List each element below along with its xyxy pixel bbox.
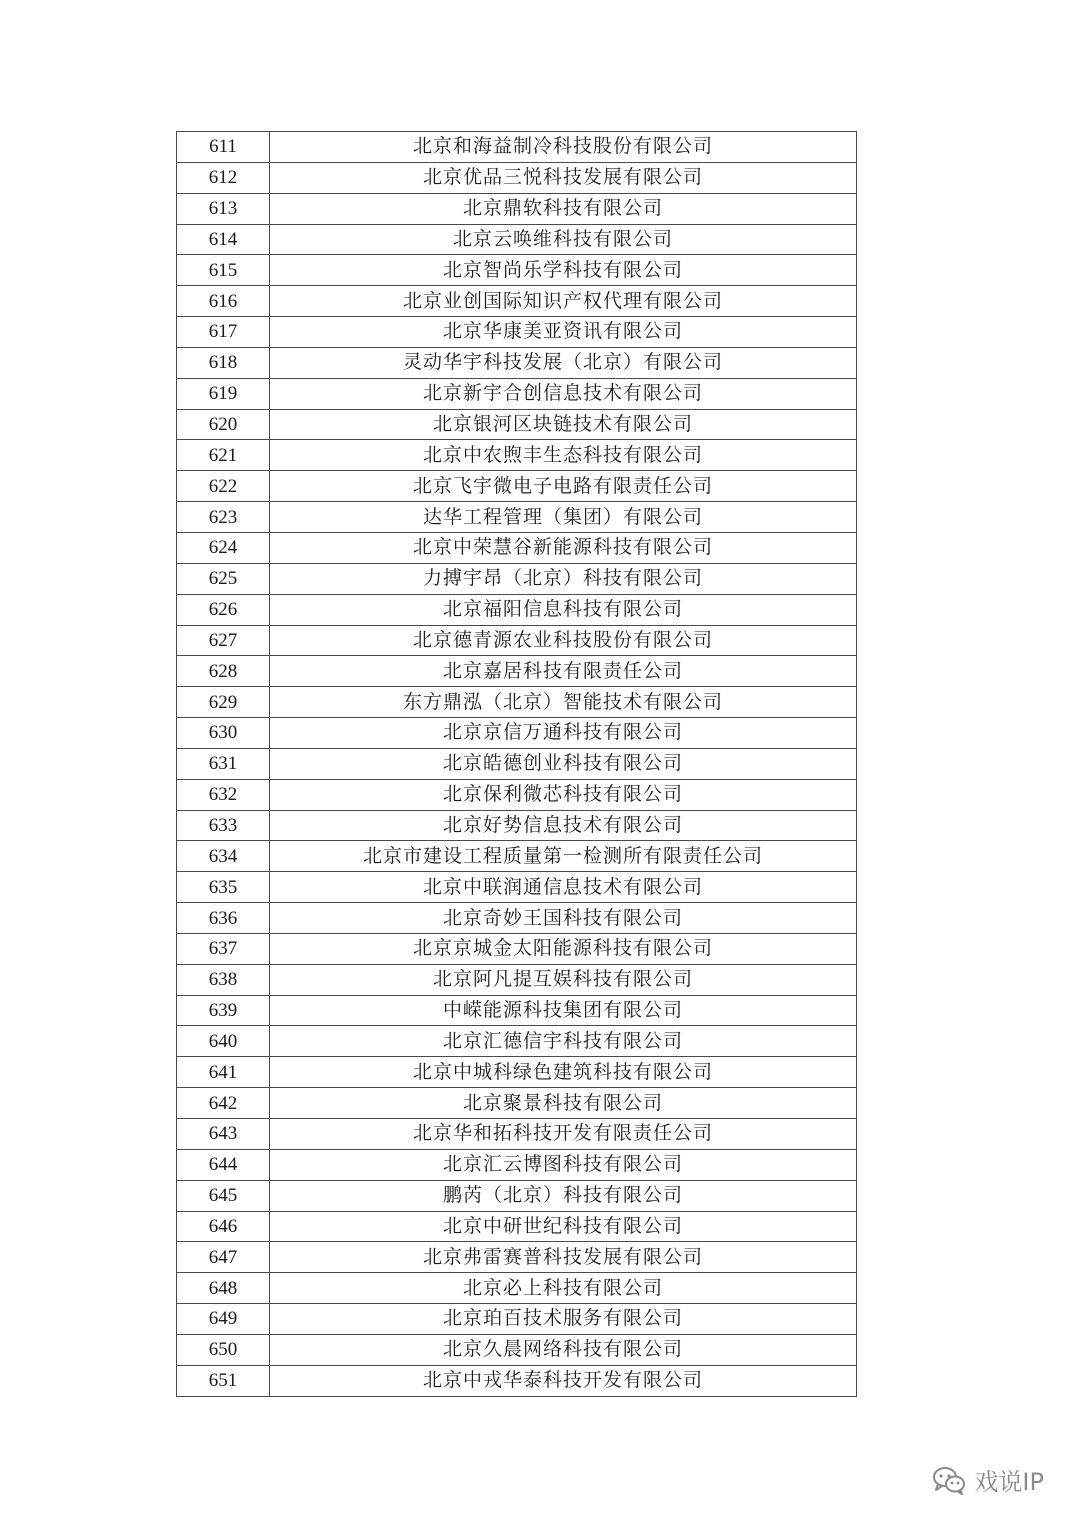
company-name: 北京银河区块链技术有限公司 xyxy=(270,409,857,440)
table-row xyxy=(177,594,857,625)
company-name: 北京华康美亚资讯有限公司 xyxy=(270,317,857,348)
table-row xyxy=(177,687,857,718)
row-number: 630 xyxy=(177,718,270,749)
table-row xyxy=(177,810,857,841)
row-number: 640 xyxy=(177,1026,270,1057)
table-row xyxy=(177,224,857,255)
company-name: 达华工程管理（集团）有限公司 xyxy=(270,502,857,533)
company-name: 北京新宇合创信息技术有限公司 xyxy=(270,378,857,409)
table-row xyxy=(177,1211,857,1242)
table-row xyxy=(177,193,857,224)
row-number: 651 xyxy=(177,1365,270,1396)
table-row xyxy=(177,471,857,502)
company-name: 北京中戎华泰科技开发有限公司 xyxy=(270,1365,857,1396)
company-name: 北京弗雷赛普科技发展有限公司 xyxy=(270,1242,857,1273)
row-number: 614 xyxy=(177,224,270,255)
row-number: 615 xyxy=(177,255,270,286)
row-number: 620 xyxy=(177,409,270,440)
table-row xyxy=(177,656,857,687)
company-name: 北京德青源农业科技股份有限公司 xyxy=(270,625,857,656)
row-number: 634 xyxy=(177,841,270,872)
row-number: 618 xyxy=(177,347,270,378)
row-number: 637 xyxy=(177,933,270,964)
table-row xyxy=(177,995,857,1026)
table-row xyxy=(177,841,857,872)
table-row xyxy=(177,1273,857,1304)
row-number: 616 xyxy=(177,286,270,317)
row-number: 650 xyxy=(177,1334,270,1365)
table-row xyxy=(177,1304,857,1335)
table-row xyxy=(177,317,857,348)
company-name: 北京中农煦丰生态科技有限公司 xyxy=(270,440,857,471)
row-number: 613 xyxy=(177,193,270,224)
row-number: 619 xyxy=(177,378,270,409)
company-name: 北京云唤维科技有限公司 xyxy=(270,224,857,255)
table-row xyxy=(177,1334,857,1365)
company-name: 北京福阳信息科技有限公司 xyxy=(270,594,857,625)
row-number: 636 xyxy=(177,903,270,934)
company-name: 东方鼎泓（北京）智能技术有限公司 xyxy=(270,687,857,718)
company-name: 北京汇德信宇科技有限公司 xyxy=(270,1026,857,1057)
row-number: 627 xyxy=(177,625,270,656)
company-name: 北京中荣慧谷新能源科技有限公司 xyxy=(270,532,857,563)
row-number: 639 xyxy=(177,995,270,1026)
row-number: 611 xyxy=(177,132,270,163)
company-name: 北京中城科绿色建筑科技有限公司 xyxy=(270,1057,857,1088)
company-name: 北京好势信息技术有限公司 xyxy=(270,810,857,841)
row-number: 635 xyxy=(177,872,270,903)
row-number: 621 xyxy=(177,440,270,471)
row-number: 646 xyxy=(177,1211,270,1242)
table-row xyxy=(177,255,857,286)
company-name: 北京华和拓科技开发有限责任公司 xyxy=(270,1119,857,1150)
row-number: 645 xyxy=(177,1180,270,1211)
company-name: 北京和海益制冷科技股份有限公司 xyxy=(270,132,857,163)
row-number: 632 xyxy=(177,779,270,810)
table-row xyxy=(177,409,857,440)
company-name: 北京珀百技术服务有限公司 xyxy=(270,1304,857,1335)
row-number: 624 xyxy=(177,532,270,563)
company-name: 鹏芮（北京）科技有限公司 xyxy=(270,1180,857,1211)
company-name: 北京奇妙王国科技有限公司 xyxy=(270,903,857,934)
table-row xyxy=(177,718,857,749)
company-name: 北京京信万通科技有限公司 xyxy=(270,718,857,749)
company-name: 北京必上科技有限公司 xyxy=(270,1273,857,1304)
row-number: 633 xyxy=(177,810,270,841)
table-row xyxy=(177,1180,857,1211)
company-name: 灵动华宇科技发展（北京）有限公司 xyxy=(270,347,857,378)
wechat-icon xyxy=(932,1465,966,1495)
company-name: 力搏宇昂（北京）科技有限公司 xyxy=(270,563,857,594)
table-row xyxy=(177,1088,857,1119)
row-number: 612 xyxy=(177,162,270,193)
company-name: 中嵘能源科技集团有限公司 xyxy=(270,995,857,1026)
table-row xyxy=(177,625,857,656)
row-number: 638 xyxy=(177,964,270,995)
row-number: 641 xyxy=(177,1057,270,1088)
company-name: 北京保利微芯科技有限公司 xyxy=(270,779,857,810)
watermark-text: 戏说IP xyxy=(974,1468,1044,1496)
table-row xyxy=(177,779,857,810)
row-number: 617 xyxy=(177,317,270,348)
table-row xyxy=(177,964,857,995)
company-name: 北京智尚乐学科技有限公司 xyxy=(270,255,857,286)
table-row xyxy=(177,1242,857,1273)
row-number: 628 xyxy=(177,656,270,687)
company-name: 北京汇云博图科技有限公司 xyxy=(270,1149,857,1180)
company-name: 北京飞宇微电子电路有限责任公司 xyxy=(270,471,857,502)
company-name: 北京皓德创业科技有限公司 xyxy=(270,748,857,779)
table-row xyxy=(177,903,857,934)
row-number: 642 xyxy=(177,1088,270,1119)
table-row xyxy=(177,748,857,779)
table-row xyxy=(177,563,857,594)
company-name: 北京业创国际知识产权代理有限公司 xyxy=(270,286,857,317)
table-row xyxy=(177,502,857,533)
table-row xyxy=(177,933,857,964)
company-name: 北京中研世纪科技有限公司 xyxy=(270,1211,857,1242)
watermark xyxy=(932,1462,1044,1497)
table-row xyxy=(177,162,857,193)
company-name: 北京市建设工程质量第一检测所有限责任公司 xyxy=(270,841,857,872)
row-number: 622 xyxy=(177,471,270,502)
row-number: 643 xyxy=(177,1119,270,1150)
table-row xyxy=(177,1119,857,1150)
row-number: 623 xyxy=(177,502,270,533)
table-row xyxy=(177,532,857,563)
company-name: 北京鼎软科技有限公司 xyxy=(270,193,857,224)
row-number: 649 xyxy=(177,1304,270,1335)
row-number: 626 xyxy=(177,594,270,625)
row-number: 647 xyxy=(177,1242,270,1273)
table-row xyxy=(177,286,857,317)
table-row xyxy=(177,440,857,471)
company-name: 北京中联润通信息技术有限公司 xyxy=(270,872,857,903)
company-name: 北京嘉居科技有限责任公司 xyxy=(270,656,857,687)
company-name: 北京久晨网络科技有限公司 xyxy=(270,1334,857,1365)
table-body xyxy=(177,132,857,1397)
table-row xyxy=(177,1365,857,1396)
company-name: 北京聚景科技有限公司 xyxy=(270,1088,857,1119)
table-row xyxy=(177,347,857,378)
table-row xyxy=(177,132,857,163)
table-row xyxy=(177,1026,857,1057)
row-number: 625 xyxy=(177,563,270,594)
table-row xyxy=(177,378,857,409)
table-row xyxy=(177,1149,857,1180)
row-number: 631 xyxy=(177,748,270,779)
company-name: 北京京城金太阳能源科技有限公司 xyxy=(270,933,857,964)
row-number: 648 xyxy=(177,1273,270,1304)
company-list-table xyxy=(176,131,857,1397)
row-number: 644 xyxy=(177,1149,270,1180)
company-name: 北京阿凡提互娱科技有限公司 xyxy=(270,964,857,995)
company-name: 北京优品三悦科技发展有限公司 xyxy=(270,162,857,193)
table-row xyxy=(177,872,857,903)
table-row xyxy=(177,1057,857,1088)
row-number: 629 xyxy=(177,687,270,718)
